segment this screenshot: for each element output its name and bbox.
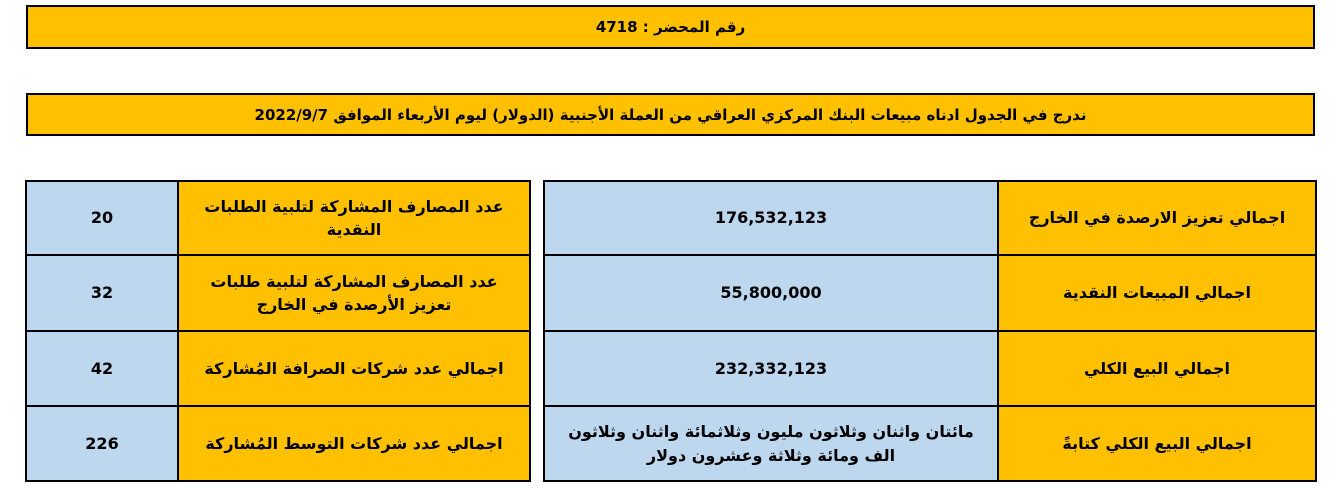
page-title: ندرج في الجدول ادناه مبيعات البنك المركزي العراقي من العملة الأجنبية (الدولار) ليوم الأربعاء الموافق 2022/9/7 [254, 105, 1087, 124]
participants-value-cash-banks: 20 [26, 181, 178, 255]
sales-label-total: اجمالي البيع الكلي [998, 331, 1316, 406]
table-row [26, 181, 530, 255]
participants-table [25, 180, 531, 482]
table-row [544, 331, 1316, 406]
participants-value-balance-banks: 32 [26, 255, 178, 331]
participants-label-cash-banks: عدد المصارف المشاركة لتلبية الطلبات النقدية [178, 181, 530, 255]
table-row [544, 406, 1316, 481]
table-row [26, 255, 530, 331]
title-banner [26, 93, 1315, 136]
participants-label-balance-banks: عدد المصارف المشاركة لتلبية طلبات تعزيز الأرصدة في الخارج [178, 255, 530, 331]
sales-value-cash: 55,800,000 [544, 255, 998, 331]
record-number-text: رقم المحضر : 4718 [595, 18, 746, 36]
sales-label-total-in-words: اجمالي البيع الكلي كتابةً [998, 406, 1316, 481]
participants-label-brokerage-companies: اجمالي عدد شركات التوسط المُشاركة [178, 406, 530, 481]
participants-value-brokerage-companies: 226 [26, 406, 178, 481]
table-row [26, 331, 530, 406]
participants-value-exchange-companies: 42 [26, 331, 178, 406]
sales-value-foreign-balances: 176,532,123 [544, 181, 998, 255]
sales-value-total-in-words: مائتان واثنان وثلاثون مليون وثلاثمائة واثنان وثلاثون الف ومائة وثلاثة وعشرون دولار [544, 406, 998, 481]
participants-label-exchange-companies: اجمالي عدد شركات الصرافة المُشاركة [178, 331, 530, 406]
sales-label-cash: اجمالي المبيعات النقدية [998, 255, 1316, 331]
sales-table [543, 180, 1317, 482]
sales-label-foreign-balances: اجمالي تعزيز الارصدة في الخارج [998, 181, 1316, 255]
sales-value-total: 232,332,123 [544, 331, 998, 406]
table-row [544, 255, 1316, 331]
record-number-banner [26, 5, 1315, 49]
table-row [26, 406, 530, 481]
table-row [544, 181, 1316, 255]
